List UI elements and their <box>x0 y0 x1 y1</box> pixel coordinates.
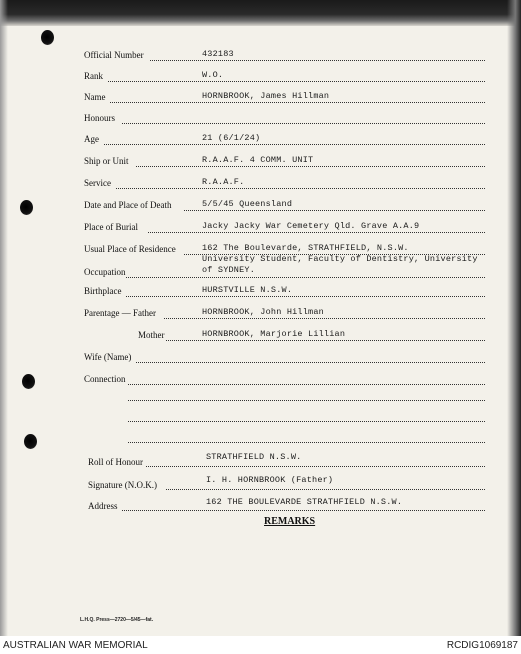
dotted-line <box>116 188 485 189</box>
value-name: HORNBROOK, James Hillman <box>202 91 330 101</box>
dotted-line <box>126 296 485 297</box>
remarks-heading: REMARKS <box>264 516 316 527</box>
label-age: Age <box>84 134 99 144</box>
field-service <box>0 176 521 192</box>
value-official-number: 432183 <box>202 49 234 59</box>
dotted-line <box>148 232 485 233</box>
field-connection <box>0 372 521 388</box>
field-address <box>0 497 521 513</box>
field-roll-of-honour <box>0 452 521 468</box>
label-birthplace: Birthplace <box>84 286 122 296</box>
label-place-of-burial: Place of Burial <box>84 222 138 232</box>
dotted-line <box>110 102 485 103</box>
scan-top-shadow <box>0 0 521 26</box>
archive-footer <box>0 636 521 654</box>
dotted-line <box>104 144 485 145</box>
label-parentage-father: Parentage — Father <box>84 308 156 318</box>
field-parentage-mother <box>0 328 521 344</box>
dotted-line <box>166 489 485 490</box>
label-usual-residence: Usual Place of Residence <box>84 244 176 254</box>
dotted-line <box>128 384 485 385</box>
label-address: Address <box>88 501 118 511</box>
dotted-line <box>122 123 485 124</box>
punch-hole <box>24 434 37 449</box>
value-service: R.A.A.F. <box>202 177 245 187</box>
field-signature-nok <box>0 475 521 491</box>
value-parentage-mother: HORNBROOK, Marjorie Lillian <box>202 329 346 339</box>
dotted-line <box>150 60 485 61</box>
footer-record-id: RCDIG1069187 <box>446 640 518 651</box>
field-wife <box>0 350 521 366</box>
label-ship-or-unit: Ship or Unit <box>84 156 129 166</box>
label-signature-nok: Signature (N.O.K.) <box>88 480 157 490</box>
field-rank <box>0 69 521 85</box>
value-birthplace: HURSTVILLE N.S.W. <box>202 285 293 295</box>
field-date-place-death <box>0 198 521 214</box>
value-rank: W.O. <box>202 70 224 80</box>
label-honours: Honours <box>84 113 115 123</box>
label-roll-of-honour: Roll of Honour <box>88 457 143 467</box>
label-official-number: Official Number <box>84 50 144 60</box>
field-place-of-burial <box>0 220 521 236</box>
label-rank: Rank <box>84 71 103 81</box>
value-parentage-father: HORNBROOK, John Hillman <box>202 307 324 317</box>
label-name: Name <box>84 92 106 102</box>
value-place-of-burial: Jacky Jacky War Cemetery Qld. Grave A.A.9 <box>202 221 420 231</box>
dotted-line <box>108 81 485 82</box>
dotted-line <box>146 466 485 467</box>
dotted-line <box>128 400 485 401</box>
punch-hole <box>41 30 54 45</box>
value-occupation-line2: of SYDNEY. <box>202 265 256 275</box>
field-official-number <box>0 48 521 64</box>
field-name <box>0 90 521 106</box>
label-wife: Wife (Name) <box>84 352 132 362</box>
label-occupation: Occupation <box>84 267 126 277</box>
label-date-place-death: Date and Place of Death <box>84 200 172 210</box>
label-service: Service <box>84 178 111 188</box>
dotted-line <box>128 442 485 443</box>
dotted-line <box>166 340 485 341</box>
value-age: 21 (6/1/24) <box>202 133 261 143</box>
value-signature-nok: I. H. HORNBROOK (Father) <box>206 475 334 485</box>
label-connection: Connection <box>84 374 126 384</box>
value-roll-of-honour: STRATHFIELD N.S.W. <box>206 452 302 462</box>
field-age <box>0 132 521 148</box>
dotted-line <box>184 210 485 211</box>
dotted-line <box>126 277 485 278</box>
print-reference: L.H.Q. Press—2720—5/45—fat. <box>80 617 154 623</box>
dotted-line <box>164 318 485 319</box>
dotted-line <box>128 421 485 422</box>
field-birthplace <box>0 284 521 300</box>
value-address: 162 THE BOULEVARDE STRATHFIELD N.S.W. <box>206 497 403 507</box>
field-ship-or-unit <box>0 154 521 170</box>
field-honours <box>0 111 521 127</box>
value-usual-residence: 162 The Boulevarde, STRATHFIELD, N.S.W. <box>202 243 409 253</box>
dotted-line <box>136 362 485 363</box>
value-ship-or-unit: R.A.A.F. 4 COMM. UNIT <box>202 155 314 165</box>
value-occupation-line1: University Student, Faculty of Dentistry, University <box>202 254 478 264</box>
footer-institution: AUSTRALIAN WAR MEMORIAL <box>3 640 148 651</box>
field-occupation <box>0 254 521 284</box>
dotted-line <box>136 166 485 167</box>
dotted-line <box>122 510 485 511</box>
field-parentage-father <box>0 306 521 322</box>
label-parentage-mother: Mother <box>138 330 165 340</box>
value-date-place-death: 5/5/45 Queensland <box>202 199 293 209</box>
